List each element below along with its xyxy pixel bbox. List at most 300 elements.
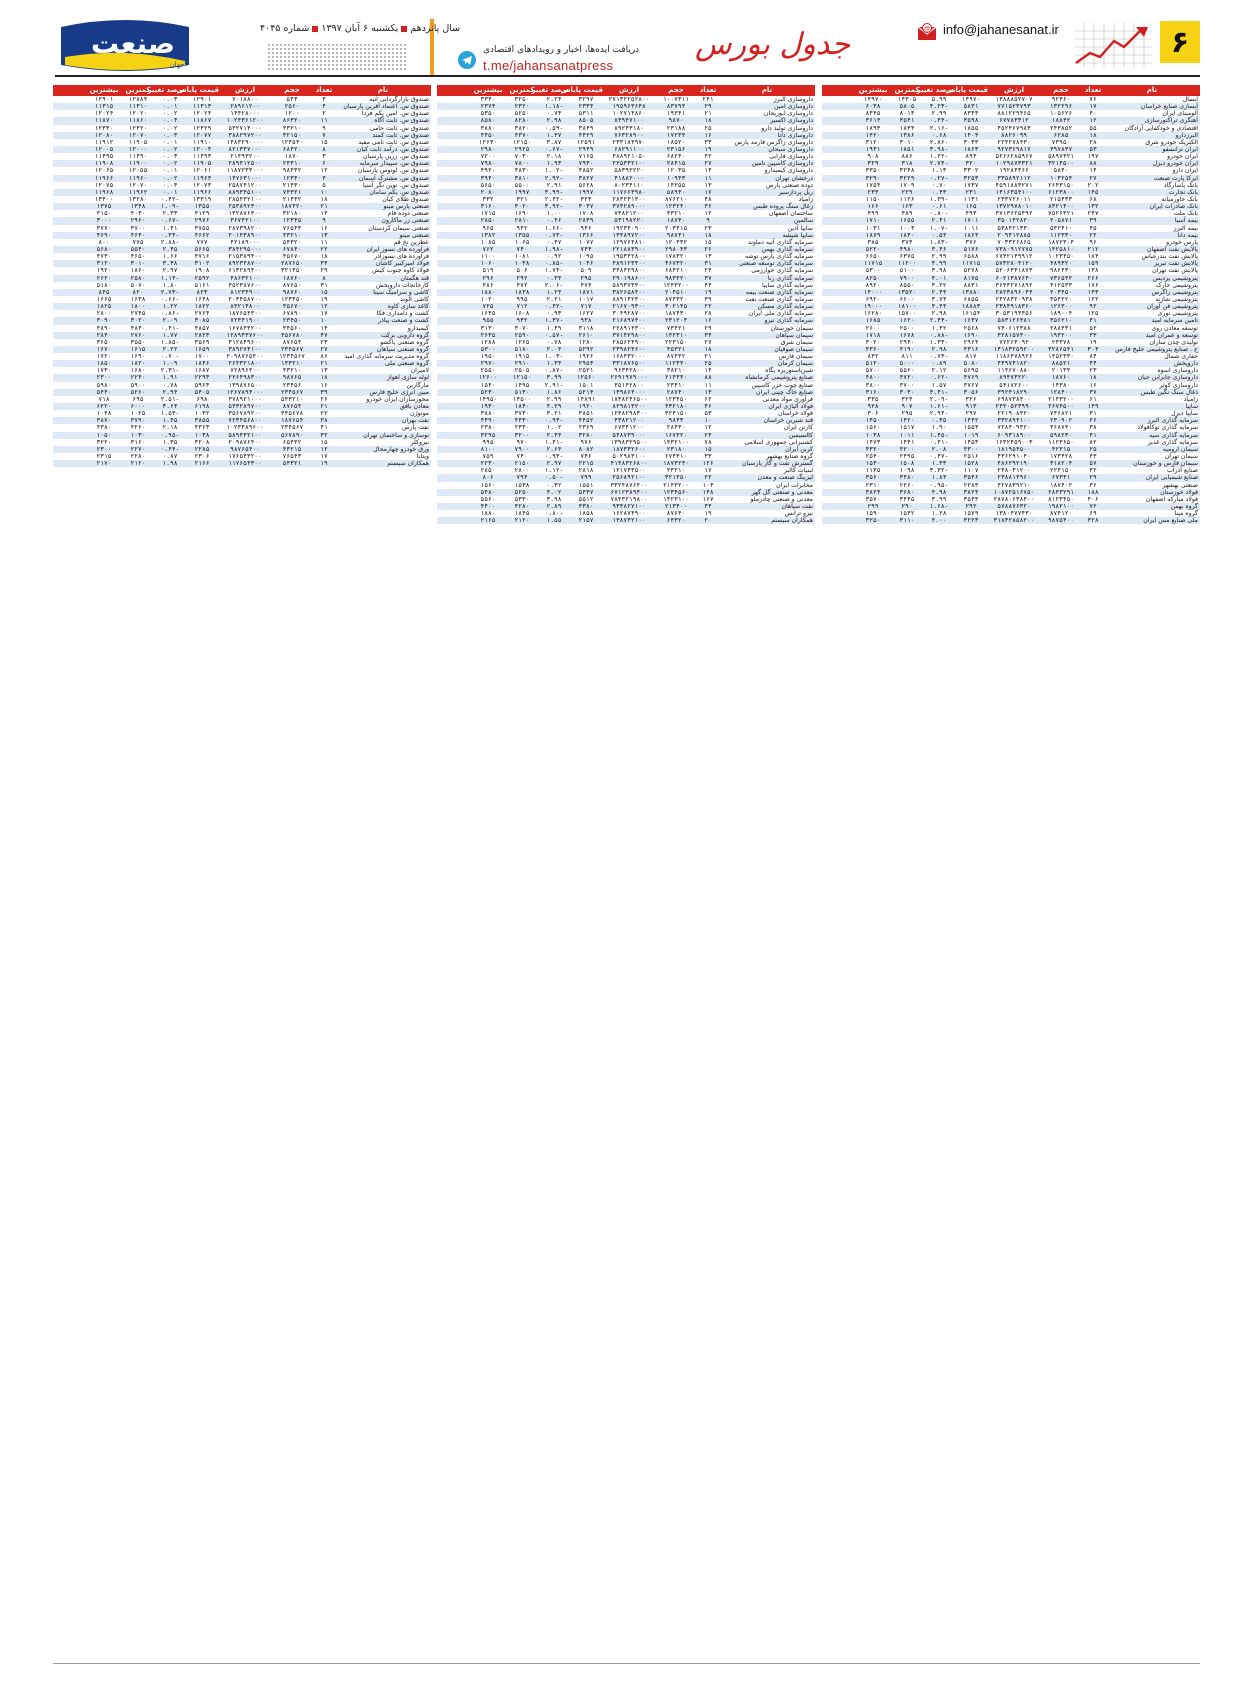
cell-final-price: ۴۳۱۶ bbox=[963, 345, 979, 353]
cell-max: ۱۲۰۲۴ bbox=[94, 110, 114, 118]
cell-final-price: ۵۱۷۶ bbox=[963, 245, 979, 253]
cell-min: ۱۵۴۲ bbox=[899, 510, 915, 518]
table-row bbox=[53, 446, 431, 453]
cell-volume: ۸۷۴۳۲ bbox=[666, 353, 686, 361]
cell-volume: ۱۸۹۰۰۴ bbox=[1049, 310, 1073, 318]
cell-max: ۷۵۹ bbox=[482, 453, 494, 461]
cell-change-pct: ۲.۹۸ bbox=[546, 117, 562, 125]
cell-min: ۱۰۲۵ bbox=[130, 410, 146, 418]
cell-final-price: ۱۸۲۲ bbox=[194, 303, 210, 311]
table-row bbox=[437, 232, 815, 239]
cell-value: ۲۲۱۸۸۳۹۰۰ bbox=[612, 245, 646, 253]
cell-final-price: ۵۸۳۱ bbox=[963, 103, 979, 111]
table-row bbox=[822, 225, 1200, 232]
cell-max: ۱۰۸۵ bbox=[480, 238, 496, 246]
cell-name: لوله سازی اهواز bbox=[386, 374, 429, 382]
stock-table-column-3 bbox=[53, 85, 431, 1685]
table-row bbox=[437, 417, 815, 424]
cell-final-price: ۳۷۶ bbox=[965, 238, 977, 246]
cell-name: سایپا شیشه bbox=[782, 231, 813, 239]
cell-final-price: ۷۱۷ bbox=[580, 303, 592, 311]
cell-min: ۱۴۴۱ bbox=[899, 438, 915, 446]
cell-min: ۸۰۱۳ bbox=[899, 110, 915, 118]
cell-max: ۳۸۸۰ bbox=[480, 410, 496, 418]
cell-final-price: ۳۵۶۹ bbox=[194, 338, 210, 346]
cell-name: فولاد کاوه جنوب کیش bbox=[372, 267, 429, 275]
cell-change-pct: -۲.۹۴ bbox=[929, 410, 949, 418]
cell-min: ۲۲۷۰ bbox=[130, 445, 146, 453]
cell-final-price: ۱۱۹۱۰ bbox=[192, 138, 212, 146]
cell-name: سرمایه گذاری بهمن bbox=[761, 245, 813, 253]
cell-final-price: ۱۲۹۰۱ bbox=[192, 96, 212, 103]
cell-value: ۱۲۶۷۸۹۴۰۰۰ bbox=[226, 388, 264, 396]
cell-final-price: ۵۰۹ bbox=[580, 267, 592, 275]
cell-value: ۸۸۹۳۴۵۱۰۰ bbox=[228, 188, 262, 196]
cell-name: سیمان فارس و خوزستان bbox=[1133, 460, 1198, 468]
cell-change-pct: ۲.۸۹ bbox=[546, 503, 562, 511]
cell-count: ۱۳۸ bbox=[1087, 267, 1099, 275]
cell-change-pct: -۰.۴۷ bbox=[929, 453, 949, 461]
cell-min: ۲۸۰۰ bbox=[514, 467, 530, 475]
cell-max: ۶۰۳۸ bbox=[865, 103, 881, 111]
table-row bbox=[822, 424, 1200, 431]
cell-volume: ۶۷۳۴۱ bbox=[1051, 474, 1071, 482]
table-row bbox=[53, 225, 431, 232]
cell-min: ۴۹۸۰ bbox=[899, 245, 915, 253]
cell-final-price: ۱۸۵۵ bbox=[963, 124, 979, 132]
cell-final-price: ۴۳۸۰ bbox=[578, 503, 594, 511]
cell-min: ۱۸۵۱ bbox=[899, 145, 915, 153]
cell-change-pct: ۰.۰۳ bbox=[162, 131, 178, 139]
cell-value: ۲۸۹۶۱۲۰۰ bbox=[230, 103, 260, 111]
cell-name: نفت سپاهان bbox=[781, 503, 813, 511]
table-row bbox=[53, 382, 431, 389]
cell-volume: ۲۸۴۳۲۹۱ bbox=[1047, 488, 1075, 496]
cell-name: داروسازی کیمیدارو bbox=[764, 167, 813, 175]
cell-final-price: ۲۳۰۶ bbox=[194, 453, 210, 461]
cell-final-price: ۳۲۳ bbox=[580, 195, 592, 203]
table-row bbox=[53, 310, 431, 317]
cell-count: ۱۳۲ bbox=[1087, 203, 1099, 211]
table-row bbox=[822, 403, 1200, 410]
cell-volume: ۸۸۵۲۱ bbox=[1051, 360, 1071, 368]
cell-volume: ۳۸۲۱۰ bbox=[666, 367, 686, 375]
cell-count: ۹ bbox=[322, 217, 326, 225]
cell-final-price: ۱۴۹۷۰ bbox=[961, 96, 981, 103]
cell-count: ۴۴ bbox=[704, 281, 712, 289]
cell-final-price: ۲۶۱۰ bbox=[578, 331, 594, 339]
table-row bbox=[822, 432, 1200, 439]
cell-final-price: ۱۳۳۱۹ bbox=[192, 195, 212, 203]
cell-final-price: ۱۰۴۶ bbox=[578, 260, 594, 268]
cell-name: گروه صنایع بهشهر bbox=[766, 453, 813, 461]
cell-change-pct: ۰.۷۸ bbox=[546, 338, 562, 346]
cell-name: صنعتی پارس مینو bbox=[383, 203, 429, 211]
cell-count: ۱۹۷ bbox=[1087, 153, 1099, 161]
cell-volume: ۱۸۷۴۳۰ bbox=[664, 310, 688, 318]
cell-name: ذغال سنگ نگین طبس bbox=[1140, 388, 1198, 396]
table-row bbox=[437, 353, 815, 360]
cell-max: ۶۲۲۰ bbox=[96, 403, 112, 411]
cell-value: ۴۱۴۸۳۲۶۸۰۰ bbox=[610, 460, 648, 468]
table-row bbox=[53, 282, 431, 289]
cell-max: ۱۳۸۲ bbox=[480, 231, 496, 239]
cell-count: ۳ bbox=[322, 153, 326, 161]
cell-change-pct: ۱.۳۷ bbox=[546, 131, 562, 139]
cell-value: ۱۳۸۷۴۲۱۰۰ bbox=[612, 517, 646, 525]
cell-volume: ۱۴۳۲۱۰ bbox=[280, 360, 304, 368]
cell-final-price: ۵۶۹۵ bbox=[963, 367, 979, 375]
cell-max: ۲۹۹ bbox=[867, 503, 879, 511]
cell-volume: ۲۶۷۴۵۰۰ bbox=[1047, 403, 1075, 411]
cell-name: فولاد مبارکه اصفهان bbox=[1145, 495, 1198, 503]
cell-change-pct: -۰.۸۷ bbox=[544, 367, 564, 375]
cell-max: ۸۱۰۰ bbox=[480, 445, 496, 453]
cell-name: ورق خودرو چهارمحال bbox=[373, 445, 429, 453]
cell-name: پارس خودرو bbox=[1166, 238, 1198, 246]
cell-value: ۹۲۷۳۶۹۸۱۷ bbox=[997, 145, 1031, 153]
cell-volume: ۲۴۳۱۰ bbox=[282, 160, 302, 168]
cell-min: ۱۸۴۵ bbox=[514, 510, 530, 518]
cell-value: ۱۰۸۷۲۵۱۶۷۵۰ bbox=[993, 488, 1035, 496]
stock-graph-icon bbox=[1074, 23, 1152, 67]
cell-volume: ۵۴۳۲۱۰ bbox=[280, 395, 304, 403]
cell-name: سایپا دیزل bbox=[1171, 410, 1198, 418]
cell-min: ۱۶۹۰ bbox=[514, 210, 530, 218]
cell-final-price: ۴۸۵۲ bbox=[578, 167, 594, 175]
cell-max: ۱۲۶۰۰ bbox=[478, 374, 498, 382]
cell-volume: ۳۲۸۶۵۴۱ bbox=[1047, 345, 1075, 353]
cell-max: ۱۱۰۰ bbox=[480, 253, 496, 261]
cell-max: ۱۶۶ bbox=[867, 203, 879, 211]
cell-max: ۳۱۳۰ bbox=[480, 324, 496, 332]
cell-max: ۵۲۳۰ bbox=[480, 388, 496, 396]
cell-name: کشتیرانی جمهوری اسلامی bbox=[744, 438, 813, 446]
cell-value: ۸۲۹۸۱۳۲۰۰ bbox=[612, 403, 646, 411]
header-name: نام bbox=[377, 86, 389, 94]
cell-volume: ۲۴۳۷۸ bbox=[1051, 338, 1071, 346]
cell-volume: ۷۴۶۸۲۱ bbox=[1049, 410, 1073, 418]
table-row bbox=[822, 160, 1200, 167]
table-row bbox=[822, 317, 1200, 324]
cell-value: ۲۳۸۸۱۴۹۶۰ bbox=[997, 474, 1031, 482]
cell-min: ۱۰۶۵ bbox=[514, 238, 530, 246]
cell-final-price: ۲۸۳۹ bbox=[578, 217, 594, 225]
table-row bbox=[437, 389, 815, 396]
cell-volume: ۵۹۸۲۳۰ bbox=[1049, 431, 1073, 439]
cell-name: ایران دارو bbox=[1172, 167, 1198, 175]
cell-max: ۱۹۵۰ bbox=[480, 353, 496, 361]
cell-change-pct: -۰.۷۰ bbox=[160, 353, 180, 361]
cell-name: اقتصادی و خودکفایی آزادگان bbox=[1124, 124, 1198, 132]
cell-value: ۴۵۲۳۸۷۶۰۰ bbox=[228, 281, 262, 289]
issue-info bbox=[260, 23, 460, 34]
table-row bbox=[822, 203, 1200, 210]
cell-max: ۲۲۳۰ bbox=[480, 460, 496, 468]
cell-volume: ۱۲۶۳۰۰ bbox=[1049, 303, 1073, 311]
table-row bbox=[822, 296, 1200, 303]
cell-final-price: ۱۸۸۸۳ bbox=[961, 303, 981, 311]
cell-value: ۵۸۹۳۷۳۴۰۰ bbox=[612, 281, 646, 289]
cell-max: ۳۲۹۵ bbox=[480, 431, 496, 439]
cell-volume: ۲۲۳۱۵۰ bbox=[664, 338, 688, 346]
cell-final-price: ۱۹۲۶ bbox=[578, 353, 594, 361]
cell-final-price: ۱۱۹۶۶ bbox=[192, 188, 212, 196]
cell-min: ۱۰۱۱ bbox=[899, 431, 915, 439]
cell-volume: ۲۰۳۴۵۰ bbox=[1049, 288, 1073, 296]
cell-name: صندوق طلای کیان bbox=[382, 195, 429, 203]
cell-final-price: ۱۵۷۹ bbox=[963, 510, 979, 518]
cell-change-pct: ۲.۹۹ bbox=[546, 395, 562, 403]
cell-change-pct: ۰.۸۷ bbox=[162, 453, 178, 461]
cell-change-pct: -۳.۳۲ bbox=[929, 467, 949, 475]
cell-final-price: ۱۳۵۵ bbox=[194, 203, 210, 211]
cell-min: ۵۹۰۰ bbox=[130, 381, 146, 389]
table-row bbox=[437, 382, 815, 389]
cell-final-price: ۲۵۹۲ bbox=[194, 274, 210, 282]
table-row bbox=[53, 167, 431, 174]
cell-change-pct: ۰.۷۸ bbox=[162, 381, 178, 389]
cell-change-pct: ۰.۸۹ bbox=[931, 360, 947, 368]
cell-value: ۱۳۸۰۴۷۷۴۳۰ bbox=[995, 510, 1033, 518]
cell-count: ۱۶۷ bbox=[702, 495, 714, 503]
cell-change-pct: ۱.۹۳ bbox=[546, 160, 562, 168]
cell-final-price: ۲۵۲۱ bbox=[578, 367, 594, 375]
cell-max: ۱۴۹۷۰ bbox=[863, 96, 883, 103]
cell-final-price: ۳۱۰۲ bbox=[194, 260, 210, 268]
table-body bbox=[822, 96, 1200, 524]
cell-min: ۳۱۶۰ bbox=[130, 438, 146, 446]
cell-change-pct: ۴.۰۲ bbox=[546, 488, 562, 496]
telegram-link[interactable]: t.me/jahansanatpress bbox=[483, 58, 614, 73]
table-row bbox=[822, 489, 1200, 496]
table-row bbox=[53, 403, 431, 410]
cell-change-pct: ۴.۰۱ bbox=[931, 274, 947, 282]
table-row bbox=[822, 260, 1200, 267]
cell-count: ۱۹ bbox=[320, 460, 328, 468]
cell-max: ۴۴۹۰ bbox=[480, 417, 496, 425]
cell-change-pct: ۰.۹۳ bbox=[546, 310, 562, 318]
cell-count: ۲۷ bbox=[1089, 174, 1097, 182]
table-row bbox=[822, 117, 1200, 124]
cell-max: ۲۸۴۰ bbox=[96, 331, 112, 339]
cell-max: ۳۸۸۰ bbox=[480, 124, 496, 132]
cell-final-price: ۱۴۰۴ bbox=[963, 131, 979, 139]
cell-max: ۸۲۵۰ bbox=[865, 274, 881, 282]
cell-name: زامیاد bbox=[798, 195, 813, 203]
cell-min: ۲۵۸۰ bbox=[130, 274, 146, 282]
cell-final-price: ۴۴۵۲ bbox=[578, 417, 594, 425]
cell-name: فولاد خراسان bbox=[778, 410, 813, 418]
cell-volume: ۱۱۲۳۳۰ bbox=[1049, 231, 1073, 239]
cell-min: ۷۸۰۰ bbox=[514, 160, 530, 168]
cell-min: ۲۲۶۰ bbox=[899, 481, 915, 489]
cell-value: ۵۸۹۴۳۲۱۰۰ bbox=[228, 431, 262, 439]
cell-value: ۴۱۸۸۲۰۰۰ bbox=[614, 174, 644, 182]
cell-volume: ۴۳۲۱۸۰ bbox=[664, 403, 688, 411]
cell-value: ۳۳۲۸۹۴۱۰۰ bbox=[997, 417, 1031, 425]
cell-volume: ۱۴۲۳۱۰۰ bbox=[662, 495, 690, 503]
cell-final-price: ۷۹۳۰ bbox=[578, 160, 594, 168]
cell-final-price: ۱۱۰۷ bbox=[963, 467, 979, 475]
cell-change-pct: -۲.۸۶ bbox=[929, 138, 949, 146]
cell-min: ۱۵۳۸ bbox=[514, 481, 530, 489]
cell-min: ۱۴۵۰۰ bbox=[512, 395, 532, 403]
cell-name: داروسازی جابرابن حیان bbox=[1137, 374, 1198, 382]
cell-value: ۱۴۱۸۳۲۵۹۲۰۰ bbox=[993, 345, 1035, 353]
cell-name: توسعه و عمران امید bbox=[1145, 331, 1198, 339]
table-row bbox=[822, 239, 1200, 246]
cell-volume: ۱۸۷۰ bbox=[284, 153, 300, 161]
cell-name: صندوق س. مشترک آسمان bbox=[358, 174, 429, 182]
cell-max: ۱۴۵۰ bbox=[865, 417, 881, 425]
cell-change-pct: ۱.۳۴ bbox=[546, 360, 562, 368]
table-row bbox=[822, 439, 1200, 446]
cell-max: ۴۳۲۰ bbox=[865, 445, 881, 453]
cell-name: صندوق س. لوتوس پارسیان bbox=[357, 167, 429, 175]
cell-volume: ۷۳۴۲۱ bbox=[666, 324, 686, 332]
cell-change-pct: ۱.۷۷ bbox=[162, 331, 178, 339]
table-row bbox=[822, 396, 1200, 403]
cell-max: ۳۳۴۰ bbox=[480, 96, 496, 103]
cell-count: ۳۳ bbox=[704, 453, 712, 461]
cell-min: ۱۲۸۸۴ bbox=[128, 96, 148, 103]
cell-count: ۹۲ bbox=[1089, 303, 1097, 311]
cell-volume: ۵۳۲۴۱۰ bbox=[1049, 224, 1073, 232]
cell-name: داروسازی زاگرس فارمد پارس bbox=[734, 138, 813, 146]
cell-change-pct: -۰.۶۷ bbox=[544, 145, 564, 153]
cell-final-price: ۱۵۲۸ bbox=[963, 460, 979, 468]
cell-name: پتروشیمی زاگرس bbox=[1151, 288, 1198, 296]
cell-value: ۶۷۴۲۱۴۹۹۱۲ bbox=[995, 253, 1033, 261]
cell-final-price: ۳۸۴۹ bbox=[578, 124, 594, 132]
cell-volume: ۱۸۷۴۰ bbox=[666, 217, 686, 225]
cell-volume: ۲۴۳۸۵۲ bbox=[1049, 124, 1073, 132]
cell-count: ۴۷ bbox=[320, 331, 328, 339]
cell-change-pct: ۲.۴۴ bbox=[931, 288, 947, 296]
cell-count: ۲۴ bbox=[704, 267, 712, 275]
cell-max: ۵۱۹ bbox=[482, 267, 494, 275]
cell-count: ۴۸ bbox=[704, 195, 712, 203]
cell-count: ۱۰ bbox=[320, 188, 328, 196]
table-header bbox=[53, 85, 431, 96]
cell-count: ۹ bbox=[322, 124, 326, 132]
table-row bbox=[53, 239, 431, 246]
cell-max: ۳۲۹ bbox=[867, 160, 879, 168]
cell-min: ۷۹۰۰ bbox=[514, 445, 530, 453]
cell-max: ۱۸۸۰ bbox=[480, 288, 496, 296]
cell-final-price: ۱۲۰۷۳ bbox=[192, 181, 212, 189]
cell-name: محورسازان ایران خودرو bbox=[366, 395, 429, 403]
cell-name: صندوق س. یکم سامان bbox=[369, 188, 429, 196]
cell-value: ۴۸۹۱۲۳۴۰۰ bbox=[612, 260, 646, 268]
cell-min: ۳۰۲۰ bbox=[130, 317, 146, 325]
cell-count: ۲۱ bbox=[320, 203, 328, 211]
cell-count: ۱۴ bbox=[704, 367, 712, 375]
table-row bbox=[53, 303, 431, 310]
header-value: ارزش bbox=[234, 86, 256, 94]
cell-value: ۳۳۱۸۷۶۵۰۰ bbox=[612, 360, 646, 368]
cell-count: ۲۴۱ bbox=[702, 96, 714, 103]
cell-change-pct: -۰.۹۳ bbox=[544, 453, 564, 461]
table-row bbox=[822, 289, 1200, 296]
cell-final-price: ۳۷۵۵ bbox=[194, 224, 210, 232]
cell-min: ۷۴۰ bbox=[516, 453, 528, 461]
cell-name: صنایع شیمیایی ایران bbox=[1145, 474, 1198, 482]
cell-count: ۸ bbox=[322, 274, 326, 282]
cell-max: ۴۴۰۰ bbox=[480, 503, 496, 511]
cell-change-pct: -۰.۸۵ bbox=[544, 260, 564, 268]
cell-volume: ۷۴۳۲۱ bbox=[282, 188, 302, 196]
cell-count: ۱۴ bbox=[1089, 167, 1097, 175]
cell-min: ۲۱۲۰ bbox=[130, 460, 146, 468]
table-row bbox=[437, 267, 815, 274]
cell-final-price: ۷۷۷ bbox=[196, 238, 208, 246]
cell-change-pct: ۱.۰۲ bbox=[546, 424, 562, 432]
cell-volume: ۱۲۳۴۰ bbox=[282, 174, 302, 182]
cell-count: ۲۷ bbox=[704, 338, 712, 346]
cell-min: ۸۵۵۰ bbox=[899, 281, 915, 289]
table-row bbox=[53, 196, 431, 203]
cell-value: ۶۹۸۷۳۸۴۰۰ bbox=[997, 395, 1031, 403]
cell-final-price: ۵۲۱۴ bbox=[578, 388, 594, 396]
cell-final-price: ۵۴۳۷ bbox=[578, 488, 594, 496]
cell-change-pct: -۴.۲۳ bbox=[929, 103, 949, 111]
cell-final-price: ۱۴۸۹۱ bbox=[576, 395, 596, 403]
cell-value: ۲۲۴۲۷۸۴۳۰ bbox=[997, 138, 1031, 146]
cell-count: ۱۳ bbox=[320, 231, 328, 239]
cell-min: ۳۲۰۰ bbox=[514, 431, 530, 439]
cell-max: ۹۶۵ bbox=[482, 224, 494, 232]
cell-max: ۱۲۰۶۵ bbox=[94, 167, 114, 175]
cell-max: ۲۱۶۵ bbox=[480, 517, 496, 525]
cell-final-price: ۱۶۸۷ bbox=[194, 367, 210, 375]
cell-change-pct: -۲.۰۹ bbox=[929, 395, 949, 403]
cell-count: ۲۹ bbox=[1089, 474, 1097, 482]
cell-name: سرمایه گذاری صنعت بیمه bbox=[745, 288, 813, 296]
cell-value: ۲۳۸۴۹۱۸۳۶۰ bbox=[995, 303, 1033, 311]
header-final-price: قیمت پایانی bbox=[560, 86, 603, 94]
cell-name: سرمایه گذاری سایپا bbox=[761, 281, 813, 289]
cell-volume: ۴۵۶۷۸۰ bbox=[280, 331, 304, 339]
email-address[interactable]: info@jahanesanat.ir bbox=[943, 22, 1059, 37]
table-row bbox=[437, 346, 815, 353]
cell-volume: ۲۳۱۲۰۴ bbox=[664, 317, 688, 325]
cell-final-price: ۱۶۹۰ bbox=[963, 331, 979, 339]
cell-count: ۳۷ bbox=[704, 274, 712, 282]
cell-volume: ۳۲۱۵۰ bbox=[282, 131, 302, 139]
cell-min: ۲۱۵۰ bbox=[514, 460, 530, 468]
table-row bbox=[437, 210, 815, 217]
cell-name: ایران ترانسفو bbox=[1162, 145, 1198, 153]
cell-value: ۳۸۸۲۹۷۲۰۰ bbox=[228, 131, 262, 139]
issue-year: سال پانزدهم bbox=[410, 23, 461, 34]
cell-final-price: ۸۱۷۵ bbox=[963, 274, 979, 282]
cell-name: صندوق س. سپیدار سرمایه bbox=[359, 160, 429, 168]
cell-min: ۲۹۶۰ bbox=[130, 217, 146, 225]
cell-count: ۱۳ bbox=[704, 181, 712, 189]
header-name: نام bbox=[761, 86, 773, 94]
cell-final-price: ۲۹۵ bbox=[580, 274, 592, 282]
cell-name: بیمه دانا bbox=[1177, 231, 1198, 239]
cell-name: صندوق س. زرین پارسیان bbox=[362, 153, 429, 161]
cell-value: ۵۴۱۷۲۶۰۰ bbox=[999, 381, 1029, 389]
cell-count: ۱۷ bbox=[320, 453, 328, 461]
cell-final-price: ۱۰۷۷ bbox=[578, 238, 594, 246]
cell-name: سایپا آذین bbox=[787, 224, 813, 232]
cell-name: نفت پارس bbox=[401, 424, 429, 432]
table-row bbox=[437, 110, 815, 117]
